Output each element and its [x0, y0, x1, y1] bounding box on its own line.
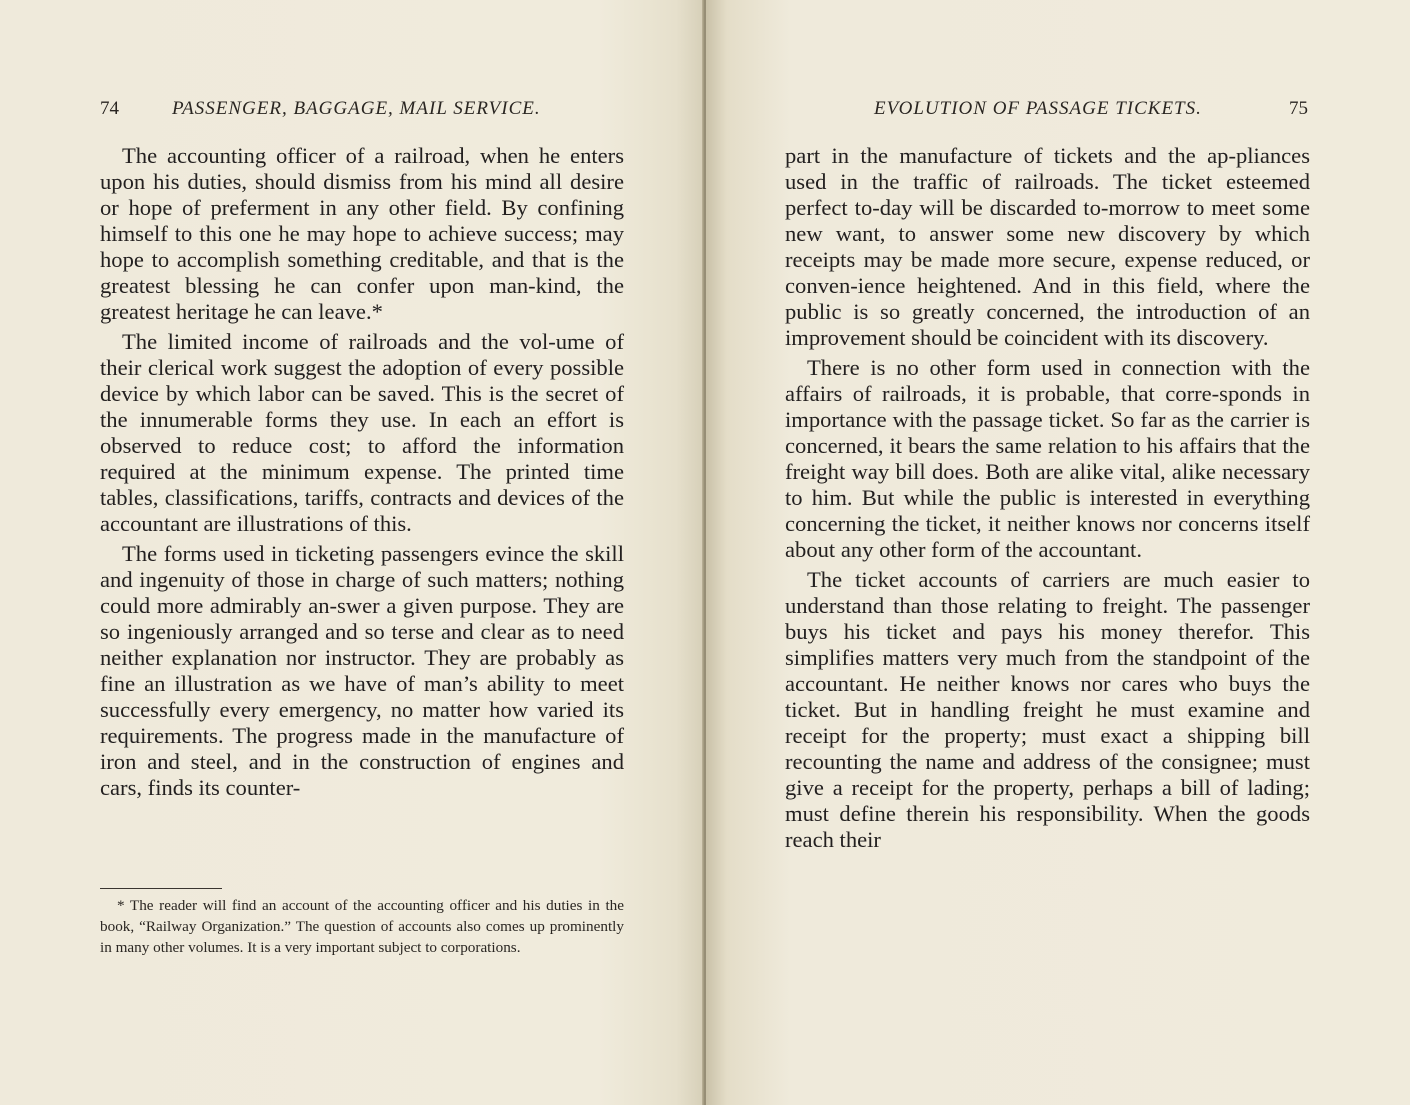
- footnote-divider: [100, 888, 222, 889]
- page-number: 75: [1289, 98, 1308, 119]
- footnote: * The reader will find an account of the accounting officer and his duties in the book, “Railway Organization.” The question of accounts also comes up prominently in many other volumes. It is a very important subject to corporations.: [100, 897, 624, 956]
- body-text: [785, 143, 1310, 853]
- paragraph: The ticket accounts of carriers are much easier to understand than those relating to freight. The passenger buys his ticket and pays his money therefor. This simplifies matters very much from the standpoint of the accountant. He neither knows nor cares who buys the ticket. But in handling freight he must examine and receipt for the property; must exact a shipping bill recounting the name and address of the consignee; must give a receipt for the property, perhaps a bill of lading; must define therein his responsibility. When the goods reach their: [785, 567, 1310, 852]
- running-head: EVOLUTION OF PASSAGE TICKETS.: [874, 98, 1202, 119]
- paragraph: The forms used in ticketing passengers evince the skill and ingenuity of those in charge of such matters; nothing could more admirably an-swer a given purpose. They are so ingeniously arranged and so terse and clear as to need neither explanation nor instructor. They are probably as fine an illustration as we have of man’s ability to meet successfully every emergency, no matter how varied its requirements. The progress made in the manufacture of iron and steel, and in the construction of engines and cars, finds its counter-: [100, 541, 624, 800]
- paragraph: The accounting officer of a railroad, when he enters upon his duties, should dismiss from his mind all desire or hope of preferment in any other field. By confining himself to this one he may hope to achieve success; may hope to accomplish something creditable, and that is the greatest blessing he can confer upon man-kind, the greatest heritage he can leave.*: [100, 143, 624, 324]
- right-page: [706, 0, 1410, 1105]
- paragraph: There is no other form used in connection with the affairs of railroads, it is probable, that corre-sponds in importance with the passage ticket. So far as the carrier is concerned, it bears the same relation to his affairs that the freight way bill does. Both are alike vital, alike necessary to him. But while the public is interested in everything concerning the ticket, it neither knows nor concerns itself about any other form of the accountant.: [785, 355, 1310, 562]
- paragraph: part in the manufacture of tickets and the ap-pliances used in the traffic of railroads. The ticket esteemed perfect to-day will be discarded to-morrow to meet some new want, to answer some new discovery by which receipts may be made more secure, expense reduced, or conven-ience heightened. And in this field, where the public is so greatly concerned, the introduction of an improvement should be coincident with its discovery.: [785, 143, 1310, 350]
- page-number: 74: [100, 98, 119, 119]
- body-text: [100, 143, 624, 801]
- paragraph: The limited income of railroads and the vol-ume of their clerical work suggest the adoption of every possible device by which labor can be saved. This is the secret of the innumerable forms they use. In each an effort is observed to reduce cost; to afford the information required at the minimum expense. The printed time tables, classifications, tariffs, contracts and devices of the accountant are illustrations of this.: [100, 329, 624, 536]
- running-head: PASSENGER, BAGGAGE, MAIL SERVICE.: [172, 98, 541, 119]
- left-page: [0, 0, 704, 1105]
